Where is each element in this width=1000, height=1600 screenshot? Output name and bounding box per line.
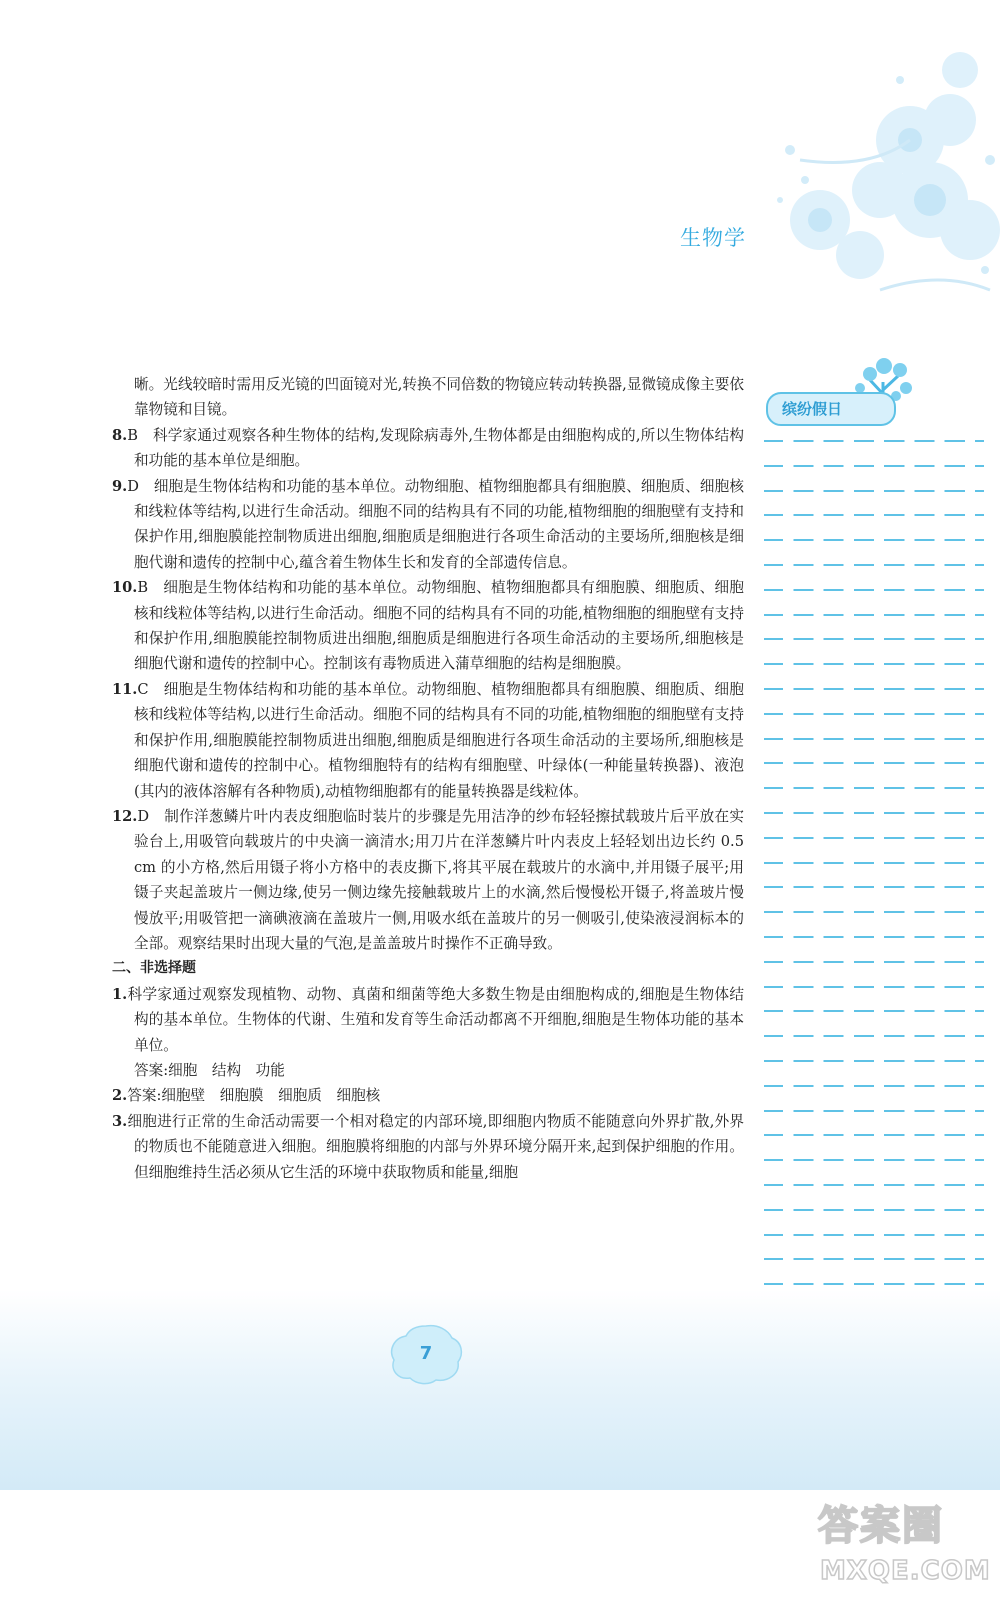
section-heading: 二、非选择题 xyxy=(112,960,196,977)
flower-decoration-icon xyxy=(760,40,1000,320)
question-text: 答案:细胞壁 细胞膜 细胞质 细胞核 xyxy=(127,1087,381,1105)
question-s2 xyxy=(112,1083,744,1108)
note-line xyxy=(764,1283,984,1285)
note-line xyxy=(764,738,984,740)
watermark-url: MXQE.COM xyxy=(820,1556,991,1586)
note-line xyxy=(764,1258,984,1260)
note-line xyxy=(764,1234,984,1236)
question-8 xyxy=(112,423,744,474)
note-line xyxy=(764,713,984,715)
bottom-gradient-band xyxy=(0,1290,1000,1490)
watermark-logo: 答案圈 xyxy=(818,1503,944,1549)
note-line xyxy=(764,961,984,963)
note-line xyxy=(764,812,984,814)
question-text: D 细胞是生物体结构和功能的基本单位。动物细胞、植物细胞都具有细胞膜、细胞质、细胞核和线粒体等结构,以进行生命活动。细胞不同的结构具有不同的功能,植物细胞的细胞壁有支持和保护作用,细胞膜能控制物质进出细胞,细胞质是细胞进行各项生命活动的主要场所,细胞核是细胞代谢和遗传的控制中心,蕴含着生物体生长和发育的全部遗传信息。 xyxy=(127,477,744,571)
note-line xyxy=(764,1035,984,1037)
question-number: 3. xyxy=(112,1112,128,1130)
question-text: B 细胞是生物体结构和功能的基本单位。动物细胞、植物细胞都具有细胞膜、细胞质、细胞核和线粒体等结构,以进行生命活动。细胞不同的结构具有不同的功能,植物细胞的细胞壁有支持和保护作用,细胞膜能控制物质进出细胞,细胞质是细胞进行各项生命活动的主要场所,细胞核是细胞代谢和遗传的控制中心。控制该有毒物质进入蒲草细胞的结构是细胞膜。 xyxy=(134,579,744,673)
question-number: 12. xyxy=(112,807,138,825)
question-number: 11. xyxy=(112,680,138,698)
note-line xyxy=(764,1010,984,1012)
page-number: 7 xyxy=(419,1343,433,1364)
note-line xyxy=(764,1085,984,1087)
note-line xyxy=(764,1209,984,1211)
note-line xyxy=(764,614,984,616)
note-line xyxy=(764,886,984,888)
question-number: 10. xyxy=(112,579,138,597)
answer-line: 答案:细胞 结构 功能 xyxy=(134,1061,285,1079)
continued-paragraph: 晰。光线较暗时需用反光镜的凹面镜对光,转换不同倍数的物镜应转动转换器,显微镜成像主要依靠物镜和目镜。 xyxy=(134,376,744,419)
note-line xyxy=(764,862,984,864)
note-line xyxy=(764,589,984,591)
question-s1 xyxy=(112,982,744,1058)
question-12 xyxy=(112,804,744,956)
question-text: D 制作洋葱鳞片叶内表皮细胞临时装片的步骤是先用洁净的纱布轻轻擦拭载玻片后平放在实验台上,用吸管向载玻片的中央滴一滴清水;用刀片在洋葱鳞片叶内表皮上轻轻划出边长约 0.5 cm 的小方格,然后用镊子将小方格中的表皮撕下,将其平展在载玻片的水滴中,并用镊子展平;用镊子夹起盖玻片一侧边缘,使另一侧边缘先接触载玻片上的水滴,然后慢慢松开镊子,将盖玻片慢慢放平;用吸管把一滴碘液滴在盖玻片一侧,用吸水纸在盖玻片的另一侧吸引,使染液浸润标本的全部。观察结果时出现大量的气泡,是盖盖玻片时操作不正确导致。 xyxy=(134,807,744,952)
note-line xyxy=(764,688,984,690)
question-number: 8. xyxy=(112,426,128,444)
note-line xyxy=(764,539,984,541)
sidebar-banner: 缤纷假日 xyxy=(766,392,896,426)
note-line xyxy=(764,1159,984,1161)
note-line xyxy=(764,986,984,988)
note-line xyxy=(764,1184,984,1186)
note-line xyxy=(764,663,984,665)
note-line xyxy=(764,911,984,913)
note-line xyxy=(764,837,984,839)
note-line xyxy=(764,762,984,764)
question-text: 细胞进行正常的生命活动需要一个相对稳定的内部环境,即细胞内物质不能随意向外界扩散,外界的物质也不能随意进入细胞。细胞膜将细胞的内部与外界环境分隔开来,起到保护细胞的作用。但细胞维持生活必须从它生活的环境中获取物质和能量,细胞 xyxy=(127,1112,744,1181)
subject-title: 生物学 xyxy=(680,226,746,250)
note-line xyxy=(764,787,984,789)
note-line xyxy=(764,936,984,938)
question-number: 2. xyxy=(112,1087,128,1105)
question-text: 科学家通过观察发现植物、动物、真菌和细菌等绝大多数生物是由细胞构成的,细胞是生物体结构的基本单位。生物体的代谢、生殖和发育等生命活动都离不开细胞,细胞是生物体功能的基本单位。 xyxy=(127,985,744,1054)
question-text: B 科学家通过观察各种生物体的结构,发现除病毒外,生物体都是由细胞构成的,所以生物体结构和功能的基本单位是细胞。 xyxy=(127,426,744,470)
note-lines xyxy=(764,440,984,1308)
note-line xyxy=(764,638,984,640)
question-11 xyxy=(112,677,744,804)
note-line xyxy=(764,1060,984,1062)
question-10 xyxy=(112,575,744,677)
question-number: 1. xyxy=(112,985,128,1003)
note-line xyxy=(764,440,984,442)
question-number: 9. xyxy=(112,477,128,495)
note-line xyxy=(764,490,984,492)
note-line xyxy=(764,1110,984,1112)
note-line xyxy=(764,564,984,566)
note-line xyxy=(764,465,984,467)
answer-content xyxy=(112,372,744,1185)
question-text: C 细胞是生物体结构和功能的基本单位。动物细胞、植物细胞都具有细胞膜、细胞质、细胞核和线粒体等结构,以进行生命活动。细胞不同的结构具有不同的功能,植物细胞的细胞壁有支持和保护作用,细胞膜能控制物质进出细胞,细胞质是细胞进行各项生命活动的主要场所,细胞核是细胞代谢和遗传的控制中心。植物细胞特有的结构有细胞壁、叶绿体(一种能量转换器)、液泡(其内的液体溶解有各种物质),动植物细胞都有的能量转换器是线粒体。 xyxy=(134,680,744,800)
question-s3 xyxy=(112,1109,744,1185)
note-line xyxy=(764,514,984,516)
question-9 xyxy=(112,474,744,576)
note-line xyxy=(764,1134,984,1136)
